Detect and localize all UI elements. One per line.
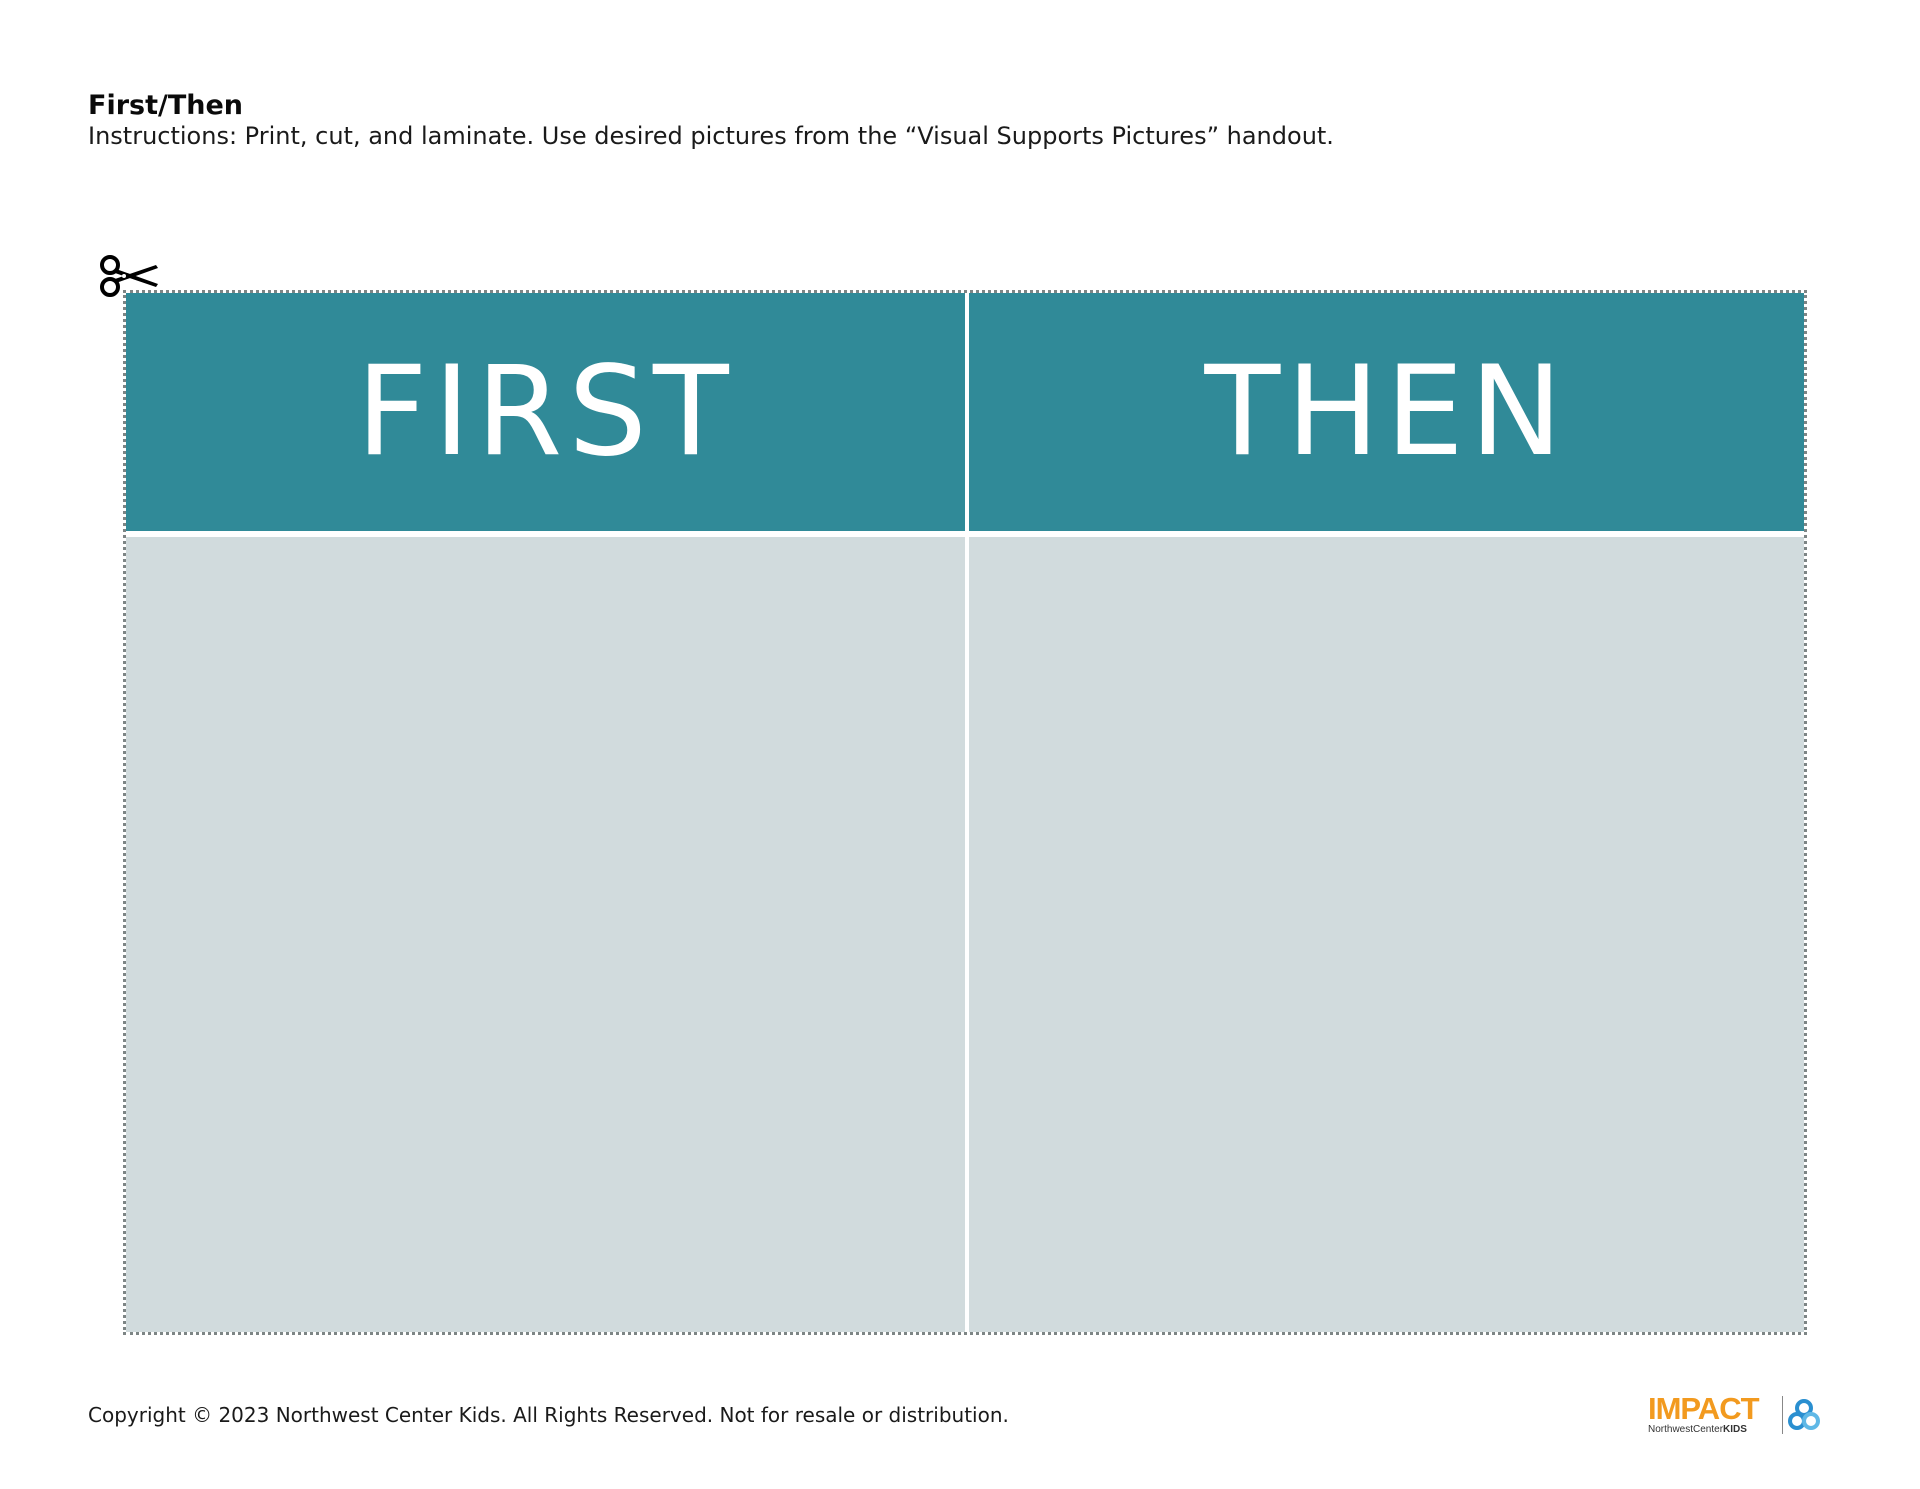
first-then-card — [123, 290, 1807, 1335]
first-picture-area — [126, 537, 965, 1332]
first-header — [126, 293, 965, 531]
impact-logo — [1648, 1391, 1818, 1438]
logo-subtitle-bold: KIDS — [1723, 1424, 1747, 1435]
copyright-notice: Copyright © 2023 Northwest Center Kids. All Rights Reserved. Not for resale or distribution. — [88, 1403, 1009, 1427]
logo-wordmark: IMPACT — [1648, 1391, 1759, 1426]
logo-divider — [1782, 1396, 1783, 1434]
northwest-center-mark-icon — [1788, 1398, 1820, 1434]
card-grid — [126, 293, 1804, 1332]
logo-subtitle — [1648, 1424, 1747, 1436]
document-title: First/Then — [88, 90, 244, 121]
instructions-text: Instructions: Print, cut, and laminate. Use desired pictures from the “Visual Supports Pictures” handout. — [88, 122, 1334, 150]
then-picture-area — [969, 537, 1804, 1332]
first-header-label: FIRST — [356, 340, 735, 484]
logo-subtitle-regular: NorthwestCenter — [1648, 1424, 1724, 1435]
then-header — [969, 293, 1804, 531]
then-header-label: THEN — [1204, 340, 1569, 484]
